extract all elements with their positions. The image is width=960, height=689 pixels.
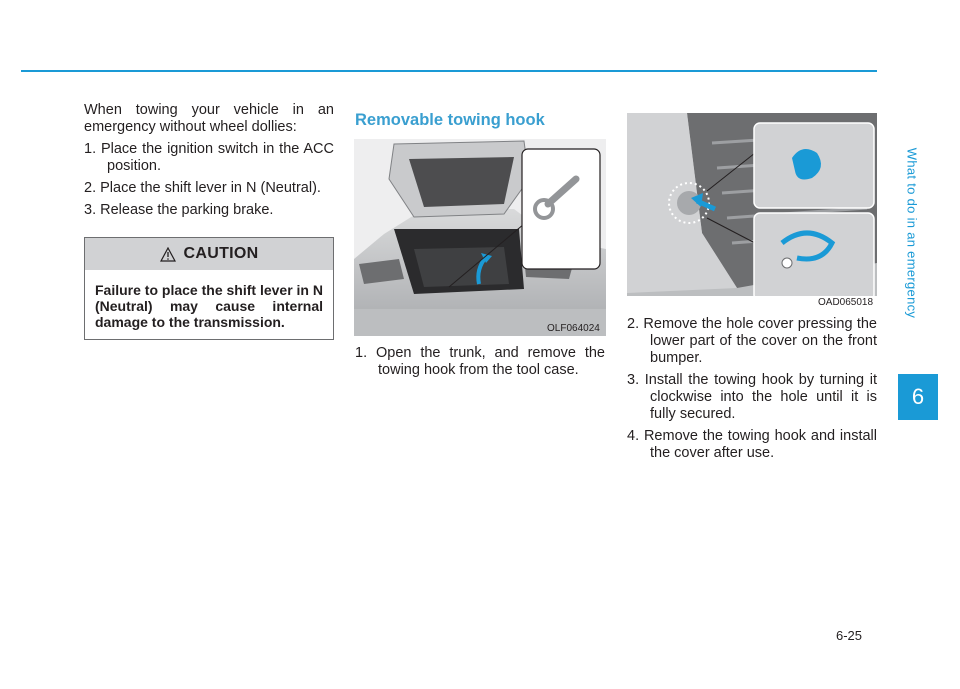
list-item [84,141,334,175]
list-item [84,180,334,197]
warning-triangle-icon [160,247,176,262]
step-text: Place the shift lever in N (Neutral). [100,180,321,196]
step-text: Remove the towing hook and install the cover after use. [643,428,877,461]
section-heading: Removable towing hook [355,111,545,129]
left-column [84,102,334,224]
step-number: 3. [627,372,640,388]
figure-code: OLF064024 [547,323,600,334]
step-text: Install the towing hook by turning it clockwise into the hole until it is fully secured. [644,372,878,422]
step-text: Remove the hole cover pressing the lower part of the cover on the front bumper. [643,316,877,366]
chapter-title: What to do in an emergency [904,147,920,318]
right-column [627,316,877,467]
step-number: 1. [84,141,97,157]
caution-title: CAUTION [183,245,259,262]
caution-header [85,238,333,270]
step-number: 2. [84,180,97,196]
list-item [355,345,605,379]
figure-code: OAD065018 [818,297,874,308]
step-number: 3. [84,202,97,218]
chapter-number: 6 [911,384,925,409]
middle-column [355,345,605,384]
list-item [627,372,877,423]
step-number: 4. [627,428,640,444]
step-text: Place the ignition switch in the ACC position. [100,141,335,174]
list-item [84,202,334,219]
step-number: 2. [627,316,640,332]
step-text: Open the trunk, and remove the towing hook from the tool case. [375,345,605,378]
trunk-illustration [354,139,606,336]
caution-box [84,237,334,340]
intro-text: When towing your vehicle in an emergency without wheel dollies: [84,102,334,135]
list-item [627,428,877,462]
list-item [627,316,877,367]
chapter-tab[interactable] [898,374,938,420]
bumper-figure [627,113,877,309]
header-rule [21,70,877,72]
caution-text: Failure to place the shift lever in N (Neutral) may cause internal damage to the transmission. [95,282,323,330]
bumper-illustration [627,113,877,309]
chapter-sidebar [884,100,940,365]
trunk-figure [354,139,606,336]
step-number: 1. [355,345,368,361]
page-number: 6-25 [836,628,863,643]
step-text: Release the parking brake. [100,202,274,218]
